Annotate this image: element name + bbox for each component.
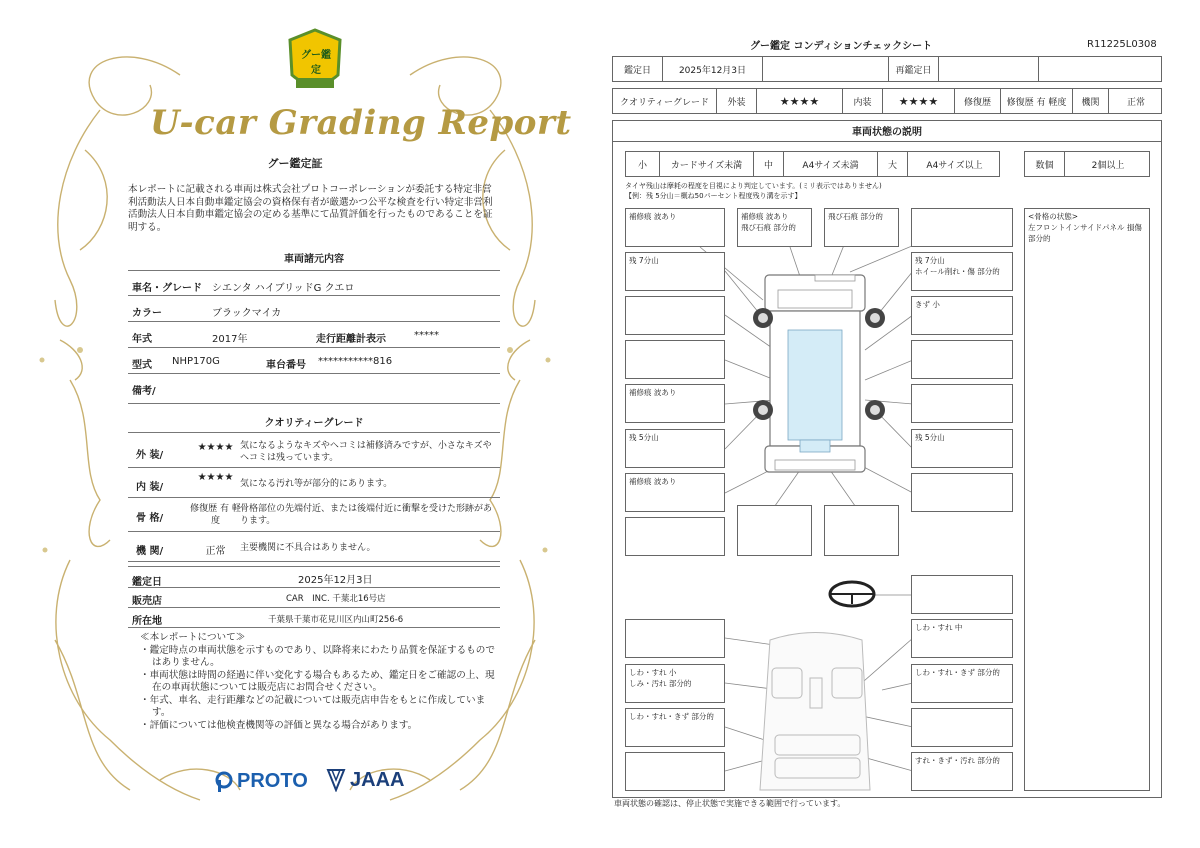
quality-frame-row [128,498,500,532]
color-value: ブラックマイカ [212,308,282,319]
qg-label: クオリティーグレード [613,89,717,113]
color-label: カラー [132,308,162,319]
steering-wheel-icon [830,582,874,606]
frame-state-title: <骨格の状態> [1028,212,1079,221]
exterior-label: 外 装/ [136,450,164,461]
condition-check-sheet [600,0,1200,848]
exterior-stars: ★★★★ [197,442,234,453]
quality-interior-row [128,468,500,498]
damage-box [911,340,1013,379]
interior-box [911,708,1013,747]
count-label: 数個 [1025,152,1065,176]
report-id: R11225L0308 [1087,39,1157,50]
interior-box [625,752,725,791]
note-item: ・年式、車名、走行距離などの記載については販売店申告をもとに作成しています。 [140,694,486,718]
tire-box: 残 7分山 ホイール削れ・傷 部分的 [911,252,1013,291]
engine-value: 正常 [1126,97,1145,108]
certificate-intro: 本レポートに記載される車両は株式会社プロトコーポレーションが委託する特定非営利活動法人日本自動車鑑定協会の資格保有者が厳選かつ公平な検査を行い特定非営利活動法人日本自動車鑑定協会の定める基準にて品質評価を行ったものであることを証明する。 [128,184,493,233]
interior-stars: ★★★★ [197,472,234,483]
interior-desc: 気になる汚れ等が部分的にあります。 [240,479,393,489]
count-value: 2個以上 [1091,160,1125,171]
state-title: 車両状態の説明 [612,120,1162,142]
size-small-desc: カードサイズ未満 [660,152,754,176]
note-item: ・車両状態は時間の経過に伴い変化する場合もあるため、鑑定日をご確認の上、現在の車両状態については販売店にお問合せください。 [140,669,495,693]
address-label: 所在地 [132,616,162,627]
interior-box: すれ・きず・汚れ 部分的 [911,752,1013,791]
model-value: NHP170G [172,356,220,367]
name-value: シエンタ ハイブリッドG クエロ [212,283,355,294]
certificate-heading: グー鑑定証 [267,157,323,170]
damage-box: 飛び石痕 部分的 [824,208,899,247]
grading-report-page [0,0,590,848]
shop-label: 販売店 [132,596,162,607]
interior-box: しわ・すれ・きず 部分的 [911,664,1013,703]
jaaa-mark-icon [326,768,346,792]
spec-name-row [128,270,500,296]
size-small: 小 [626,152,660,176]
tire-note-example: 【例：残 5分山＝概ね50パーセント程度残り溝を示す】 [625,192,802,200]
damage-box [625,517,725,556]
mileage-label: 走行距離計表示 [316,334,386,345]
repair-label: 修復歴 [955,89,1001,113]
engine-desc: 主要機関に不具合はありません。 [240,543,376,553]
quality-engine-row [128,532,500,562]
int-stars: ★★★★ [883,89,955,113]
shop-row [128,588,500,608]
frame-desc: 骨格部位の先端付近、または後端付近に衝撃を受けた形跡があります。 [240,504,493,526]
shop-value: CAR INC. 千葉北16号店 [286,594,386,604]
frame-grade: 修復歴 有 軽度 [190,504,241,526]
note-item: ・評価については他検査機関等の評価と異なる場合があります。 [140,719,418,731]
spec-model-row [128,348,500,374]
quality-exterior-row [128,432,500,468]
eval-date-row [128,566,500,588]
frame-state-extent: 部分的 [1028,234,1051,243]
interior-box [625,619,725,658]
size-mid: 中 [754,152,784,176]
interior-box: しわ・すれ 中 [911,619,1013,658]
repair-value: 修復歴 有 軽度 [1001,89,1073,113]
frame-state-box [1024,208,1150,791]
interior-box [911,575,1013,614]
damage-box [911,384,1013,423]
damage-box: きず 小 [911,296,1013,335]
spec-color-row [128,296,500,322]
tire-box: 残 5分山 [911,429,1013,468]
name-label: 車名・グレード [132,283,202,294]
mileage-value: ***** [414,330,439,341]
note-item: ・鑑定時点の車両状態を示すものであり、以降将来にわたり品質を保証するものではありません。 [140,644,495,668]
ext-label: 外装 [717,89,757,113]
exterior-desc: 気になるようなキズやヘコミは補修済みですが、小さなキズやヘコミは残っています。 [240,441,492,463]
remarks-label: 備考/ [132,386,156,397]
size-large-desc: A4サイズ以上 [926,160,983,171]
damage-box [911,208,1013,247]
damage-box [824,505,899,556]
spec-year-row [128,322,500,348]
frame-label: 骨 格/ [136,513,164,524]
model-label: 型式 [132,360,152,371]
damage-box [911,473,1013,512]
damage-box [737,505,812,556]
tire-box: 残 5分山 [625,429,725,468]
report-notes [140,632,500,732]
sheet-footer: 車両状態の確認は、停止状態で実施できる範囲で行っています。 [614,799,846,808]
interior-box: しわ・すれ・きず 部分的 [625,708,725,747]
damage-box: 補修痕 波あり 飛び石痕 部分的 [737,208,812,247]
badge-text: グー鑑定 [301,50,331,76]
proto-text: PROTO [237,770,308,792]
eval-date-label: 鑑定日 [132,577,162,588]
tire-note-line: タイヤ残山は摩耗の程度を目視により判定しています。(ミリ表示ではありません) [625,182,882,190]
jaaa-text: JAAA [350,768,405,791]
quality-heading: クオリティーグレード [264,418,364,429]
damage-box: 補修痕 波あり [625,384,725,423]
engine-label: 機 関/ [136,546,164,557]
spec-remarks-row [128,374,500,404]
proto-mark-icon [215,771,233,793]
notes-title: ≪本レポートについて≫ [140,632,246,643]
date-label: 鑑定日 [613,57,663,81]
damage-box: 補修痕 波あり [625,473,725,512]
size-large: 大 [878,152,908,176]
frame-state-desc: 左フロントインサイドパネル 損傷 [1028,223,1142,232]
chassis-value: ***********816 [318,356,393,367]
tire-box: 残 7分山 [625,252,725,291]
address-row [128,608,500,628]
damage-box [625,340,725,379]
year-label: 年式 [132,334,152,345]
year-value: 2017年 [212,334,248,345]
damage-box [625,296,725,335]
proto-logo [215,770,308,793]
report-title: U-car Grading Report [150,103,572,143]
chassis-label: 車台番号 [266,360,306,371]
engine-label: 機関 [1073,89,1109,113]
sheet-title: グー鑑定 コンディションチェックシート [750,41,933,52]
interior-box: しわ・すれ 小 しみ・汚れ 部分的 [625,664,725,703]
size-mid-desc: A4サイズ未満 [784,152,878,176]
date-value: 2025年12月3日 [663,57,763,81]
eval-date-value: 2025年12月3日 [298,575,373,586]
engine-grade: 正常 [205,546,226,557]
reeval-label: 再鑑定日 [889,57,939,81]
damage-box: 補修痕 波あり [625,208,725,247]
interior-label: 内 装/ [136,482,164,493]
address-value: 千葉県千葉市花見川区内山町256-6 [268,615,404,625]
spec-heading: 車両諸元内容 [284,254,344,265]
jaaa-logo [326,768,404,792]
ext-stars: ★★★★ [757,89,843,113]
int-label: 内装 [843,89,883,113]
